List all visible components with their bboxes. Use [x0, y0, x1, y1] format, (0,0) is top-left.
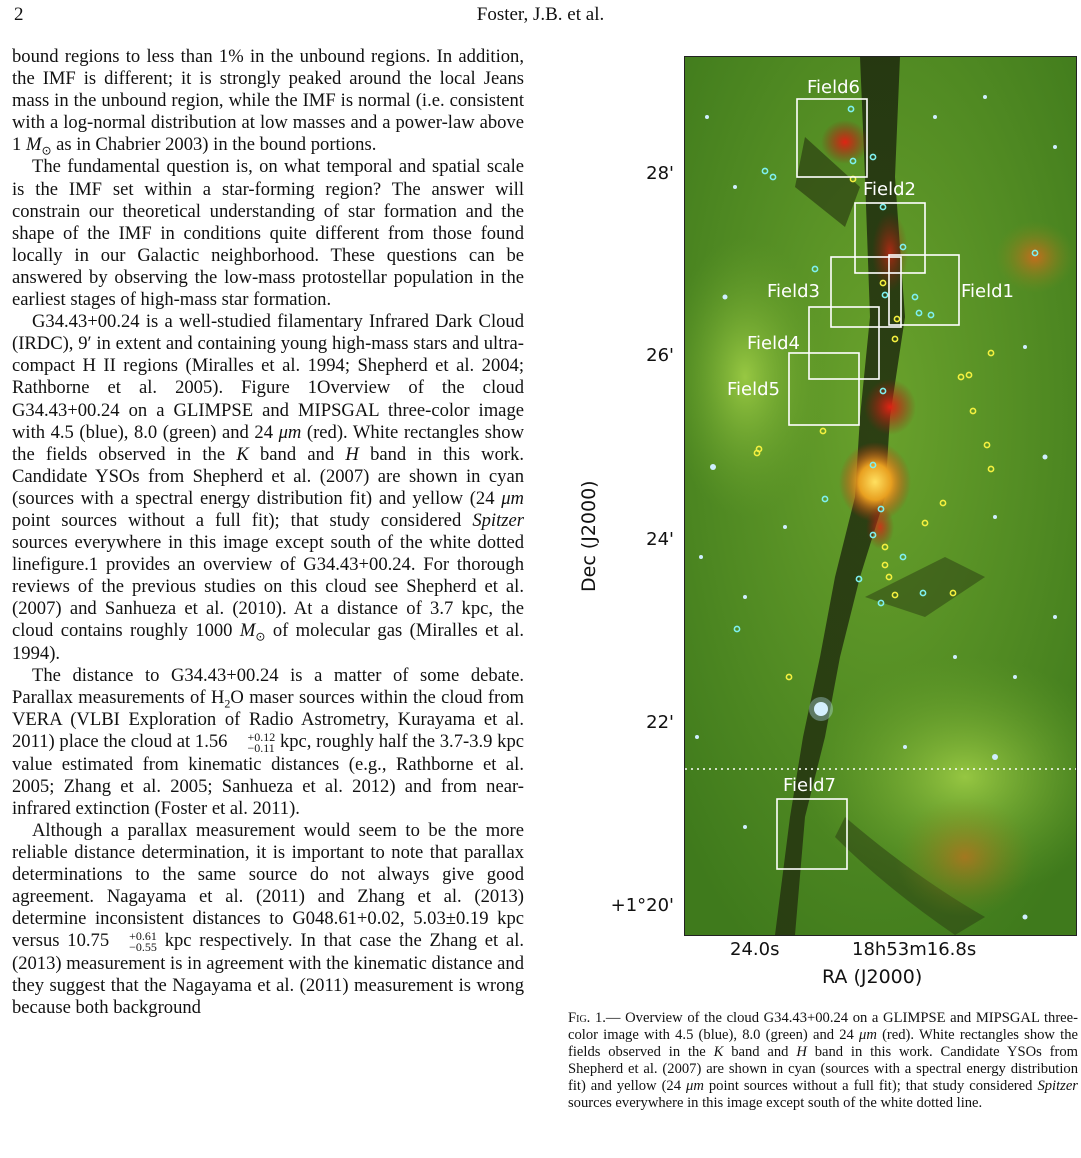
dec-axis-label: Dec (J2000)	[578, 480, 600, 592]
infrared-cloud-image	[685, 57, 1076, 935]
solar-mass-symbol-2: M	[239, 620, 256, 642]
bright-star-halo	[809, 697, 833, 721]
ra-tick-24s: 24.0s	[730, 939, 780, 960]
caption-text-c: band and	[731, 1044, 789, 1061]
dec-tick-28: 28'	[646, 163, 674, 184]
paragraph-3-text-e: band in this work. Candidate YSOs from Shepherd et al. (2007) are shown in cyan (sources with a spectral energy distribution fit) and yellow (24	[12, 443, 525, 509]
orange-glow-south	[895, 797, 1035, 917]
solar-mass-symbol: M	[25, 134, 42, 156]
caption-tag: Fig. 1.—	[568, 1010, 621, 1026]
sun-symbol-2: ⊙	[255, 630, 266, 645]
paragraph-5	[12, 820, 524, 1019]
parallax-uncertainty	[227, 729, 276, 755]
paragraph-3-text-d: band and	[260, 443, 335, 465]
running-head: Foster, J.B. et al.	[476, 4, 605, 25]
distance-upper: +0.61	[129, 929, 157, 944]
field6-label: Field6	[807, 77, 860, 98]
sun-symbol: ⊙	[41, 144, 52, 159]
paragraph-3-text-c: (red). White rectangles show the fields observed in the	[12, 421, 525, 465]
paragraph-1	[12, 46, 524, 159]
paragraph-1-end: as in Chabrier 2003) in the bound portions.	[56, 134, 377, 156]
page-number: 2	[14, 4, 24, 25]
distance-uncertainty	[109, 931, 157, 953]
figure-caption	[568, 1010, 1078, 1113]
dec-tick-20: +1°20'	[610, 895, 674, 916]
paragraph-3	[12, 311, 524, 665]
paragraph-4-text-c: kpc, roughly half the 3.7-3.9 kpc value estimated from kinematic distances (e.g., Rathborne et al. 2005; Zhang et al. 2005; Sanhueza et al. 2012) and from near-infrared extinction (Foster et al. 2011).	[12, 730, 524, 819]
field7-label: Field7	[783, 775, 836, 796]
field5-label: Field5	[727, 379, 780, 400]
paragraph-4	[12, 665, 524, 820]
caption-text-f: sources everywhere in this image except south of the white dotted line.	[568, 1095, 983, 1112]
paragraph-5-text-a: Although a parallax measurement would seem to be the more reliable distance determination, it is important to note that parallax determinations to the same source do not always give good agreement. Nagayama et al. (2011) and Zhang et al. (2013) determine inconsistent distances to G048.61+0.02, 5.03±0.19 kpc versus 10.75	[12, 819, 524, 952]
paragraph-1-text: bound regions to less than 1% in the unbound regions. In addition, the IMF is different; it is strongly peaked around the local Jeans mass in the unbound region, while the IMF is normal (i.e. consistent with a log-normal distribution at low masses and a power-law above 1	[12, 46, 524, 156]
field1-label: Field1	[961, 281, 1014, 302]
field2-label: Field2	[863, 179, 916, 200]
caption-text-a: Overview of the cloud G34.43+00.24 on a GLIMPSE and MIPSGAL three-color image with 4.5 (blue), 8.0 (green) and 24	[568, 1010, 1078, 1044]
paragraph-3-text-b: regions (Miralles et al. 1994; Shepherd et al. 2004; Rathborne et al. 2005). Figure 1Overview of the cloud G34.43+00.24 on a GLIMPSE and MIPSGAL three-color image with 4.5 (blue), 8.0 (green) and 24	[12, 355, 524, 443]
parallax-upper: +0.12	[247, 729, 276, 744]
dec-tick-24: 24'	[646, 529, 674, 550]
dec-tick-26: 26'	[646, 345, 674, 366]
spitzer-term: Spitzer	[472, 509, 524, 531]
caption-text-d: band in this work. Candidate YSOs from Shepherd et al. (2007) are shown in cyan (sources with a spectral energy distribution fit) and yellow (24	[568, 1044, 1079, 1095]
field3-label: Field3	[767, 281, 820, 302]
paragraph-2: The fundamental question is, on what temporal and spatial scale is the IMF set within a star-forming region? The answer will constrain our theoretical understanding of star formation and the shape of the IMF in conditions quite different from those found locally in our Galactic neighborhood. These questions can be answered by observing the low-mass protostellar population in the earliest stages of high-mass star formation.	[12, 156, 524, 311]
paragraph-5-text-b: kpc respectively. In that case the Zhang et al. (2013) measurement is in agreement with the kinematic distance and they suggest that the Nagayama et al. (2011) measurement is wrong because both background	[12, 930, 525, 1019]
red-source-field6	[821, 120, 869, 164]
micron-unit-2: μm	[501, 487, 524, 509]
distance-lower: −0.55	[129, 940, 157, 955]
k-band-term: K	[236, 443, 249, 465]
ra-tick-16s: 18h53m16.8s	[852, 939, 977, 960]
caption-k-band: K	[713, 1044, 724, 1061]
caption-text-e: point sources without a full fit); that study considered	[708, 1078, 1033, 1095]
h-band-term: H	[345, 443, 359, 465]
ra-axis-label: RA (J2000)	[822, 966, 923, 988]
hii-region-term: H II	[82, 355, 116, 377]
red-knot-field2	[872, 212, 908, 292]
caption-micron: μm	[859, 1027, 877, 1044]
field4-label: Field4	[747, 333, 800, 354]
caption-text-b: (red). White rectangles show the fields observed in the	[568, 1027, 1078, 1061]
dec-tick-22: 22'	[646, 712, 674, 733]
paragraph-4-text-a: The distance to G34.43+00.24 is a matter of some debate. Parallax measurements of H	[12, 664, 524, 708]
body-column	[12, 46, 524, 1019]
paragraph-3-end: of molecular gas (Miralles et al. 1994).	[12, 620, 524, 664]
caption-micron-2: μm	[686, 1078, 704, 1095]
parallax-lower: −0.11	[247, 740, 275, 755]
caption-spitzer: Spitzer	[1037, 1078, 1078, 1095]
h2o-subscript: 2	[224, 696, 231, 711]
caption-h-band: H	[796, 1044, 807, 1061]
three-color-image	[684, 56, 1077, 936]
micron-unit: μm	[278, 421, 302, 443]
red-source-mm1	[864, 379, 916, 435]
paragraph-4-text-b: O maser sources within the cloud from VERA (VLBI Exploration of Radio Astrometry, Kurayama et al. 2011) place the cloud at 1.56	[12, 686, 524, 752]
paragraph-3-text-g: sources everywhere in this image except south of the white dotted linefigure.1 provides an overview of G34.43+00.24. For thorough reviews of the previous studies on this cloud see Shepherd et al. (2007) and Sanhueza et al. (2010). At a distance of 3.7 kpc, the cloud contains roughly 1000	[12, 532, 524, 642]
paragraph-3-text-f: point sources without a full fit); that study considered	[12, 509, 462, 531]
paragraph-3-text-a: G34.43+00.24 is a well-studied filamentary Infrared Dark Cloud (IRDC), 9′ in extent and containing young high-mass stars and ultra-compact	[12, 311, 524, 377]
